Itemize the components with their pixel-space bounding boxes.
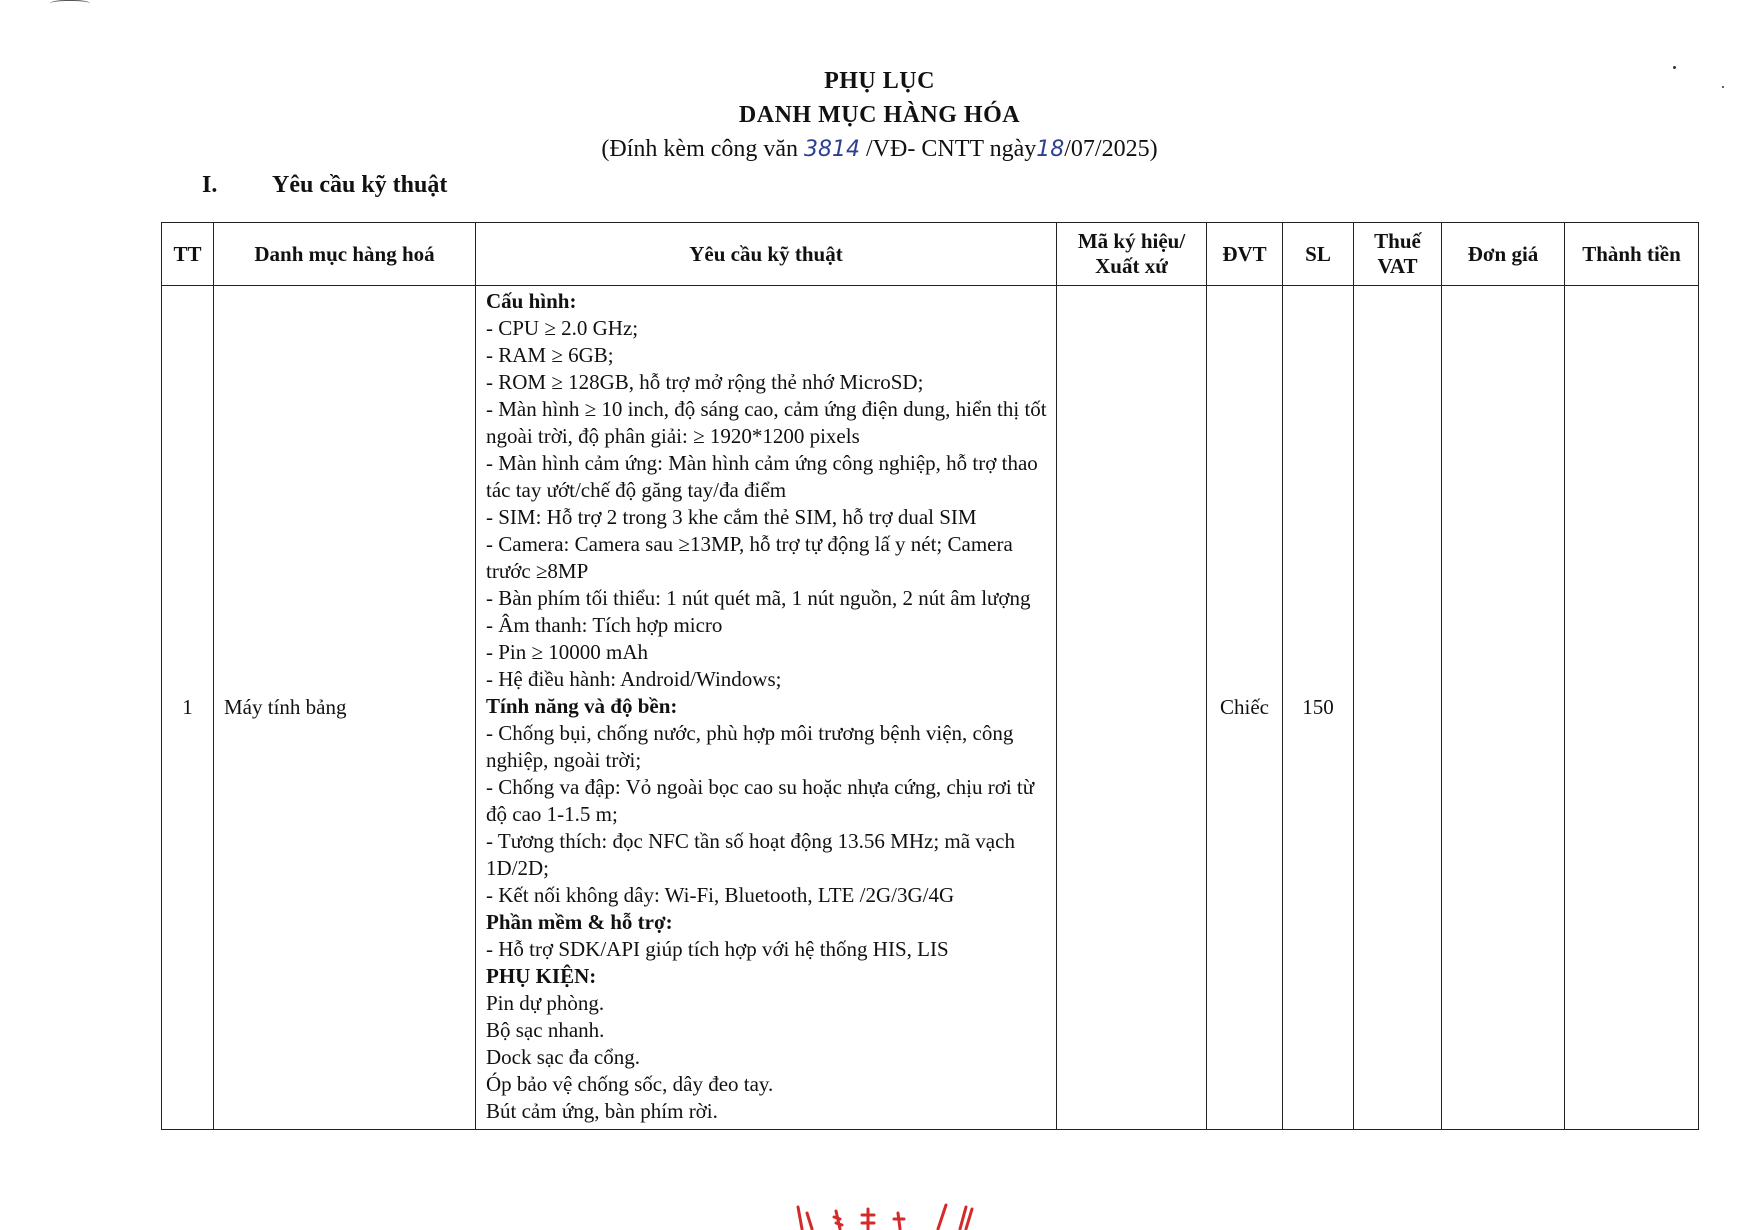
spec-heading: Cấu hình: (486, 289, 577, 313)
table-header-row (162, 223, 1699, 286)
section-heading (202, 172, 447, 199)
document-title: DANH MỤC HÀNG HÓA (738, 102, 1021, 128)
attachment-middle: /VĐ- CNTT ngày (860, 136, 1037, 162)
header-code-origin (1057, 223, 1207, 286)
header-vat-line2: VAT (1377, 254, 1418, 278)
spec-heading: Phần mềm & hỗ trợ: (486, 910, 673, 934)
cell-quantity: 150 (1283, 286, 1354, 1130)
spec-line: - Camera: Camera sau ≥13MP, hỗ trợ tự động lấ y nét; Camera trước ≥8MP (486, 532, 1013, 583)
spec-line: - Kết nối không dây: Wi-Fi, Bluetooth, LTE /2G/3G/4G (486, 883, 955, 907)
red-seal-stamp (790, 1195, 1020, 1230)
cell-unit: Chiếc (1207, 286, 1283, 1130)
cell-code-origin (1057, 286, 1207, 1130)
spec-line: - Màn hình cảm ứng: Màn hình cảm ứng công nghiệp, hỗ trợ thao tác tay ướt/chế độ găng tay/đa điểm (486, 451, 1038, 502)
spec-line: - Pin ≥ 10000 mAh (486, 640, 649, 664)
spec-line: - SIM: Hỗ trợ 2 trong 3 khe cắm thẻ SIM, hỗ trợ dual SIM (486, 505, 977, 529)
handwritten-doc-number: 3814 (804, 137, 861, 162)
appendix-title: PHỤ LỤC (824, 68, 935, 94)
spec-line: - Âm thanh: Tích hợp micro (486, 613, 723, 637)
spec-line: - Tương thích: đọc NFC tần số hoạt động 13.56 MHz; mã vạch 1D/2D; (486, 829, 1015, 880)
spec-line: - Màn hình ≥ 10 inch, độ sáng cao, cảm ứng điện dung, hiển thị tốt ngoài trời, độ phân giải: ≥ 1920*1200 pixels (486, 397, 1047, 448)
spec-line: - CPU ≥ 2.0 GHz; (486, 316, 639, 340)
spec-line: Óp bảo vệ chống sốc, dây đeo tay. (486, 1072, 774, 1096)
header-unit-price: Đơn giá (1442, 223, 1565, 286)
header-tt: TT (162, 223, 214, 286)
attachment-prefix: (Đính kèm công văn (601, 136, 805, 162)
header-total: Thành tiền (1565, 223, 1699, 286)
cell-unit-price (1442, 286, 1565, 1130)
goods-table (161, 222, 1699, 1130)
scan-mark (50, 0, 90, 9)
section-title: Yêu cầu kỹ thuật (272, 172, 448, 198)
spec-line: - Chống va đập: Vỏ ngoài bọc cao su hoặc nhựa cứng, chịu rơi từ độ cao 1-1.5 m; (486, 775, 1035, 826)
header-quantity: SL (1283, 223, 1354, 286)
spec-line: - Bàn phím tối thiểu: 1 nút quét mã, 1 nút nguồn, 2 nút âm lượng (486, 586, 1031, 610)
spec-line: - Chống bụi, chống nước, phù hợp môi trương bệnh viện, công nghiệp, ngoài trời; (486, 721, 1014, 772)
spec-heading: Tính năng và độ bền: (486, 694, 678, 718)
table-row (162, 286, 1699, 1130)
header-vat (1354, 223, 1442, 286)
cell-item-name: Máy tính bảng (214, 286, 476, 1130)
cell-vat (1354, 286, 1442, 1130)
spec-line: - Hỗ trợ SDK/API giúp tích hợp với hệ thống HIS, LIS (486, 937, 949, 961)
spec-line: Bộ sạc nhanh. (486, 1018, 605, 1042)
spec-heading: PHỤ KIỆN: (486, 964, 597, 988)
attachment-suffix: /07/2025) (1064, 136, 1158, 162)
spec-line: Dock sạc đa cổng. (486, 1045, 640, 1069)
cell-technical-requirements (476, 286, 1057, 1130)
header-code-line1: Mã ký hiệu/ (1077, 229, 1186, 253)
header-unit: ĐVT (1207, 223, 1283, 286)
header-item-name: Danh mục hàng hoá (214, 223, 476, 286)
spec-line: - RAM ≥ 6GB; (486, 343, 614, 367)
handwritten-day: 18 (1036, 137, 1065, 162)
header-code-line2: Xuất xứ (1095, 254, 1168, 278)
cell-tt: 1 (162, 286, 214, 1130)
attachment-reference (0, 136, 1759, 163)
spec-line: - Hệ điều hành: Android/Windows; (486, 667, 782, 691)
spec-line: - ROM ≥ 128GB, hỗ trợ mở rộng thẻ nhớ MicroSD; (486, 370, 924, 394)
header-vat-line1: Thuế (1374, 229, 1421, 253)
section-number: I. (202, 172, 218, 198)
spec-line: Pin dự phòng. (486, 991, 605, 1015)
spec-line: Bút cảm ứng, bàn phím rời. (486, 1099, 718, 1123)
cell-total (1565, 286, 1699, 1130)
header-technical-requirements: Yêu cầu kỹ thuật (476, 223, 1057, 286)
